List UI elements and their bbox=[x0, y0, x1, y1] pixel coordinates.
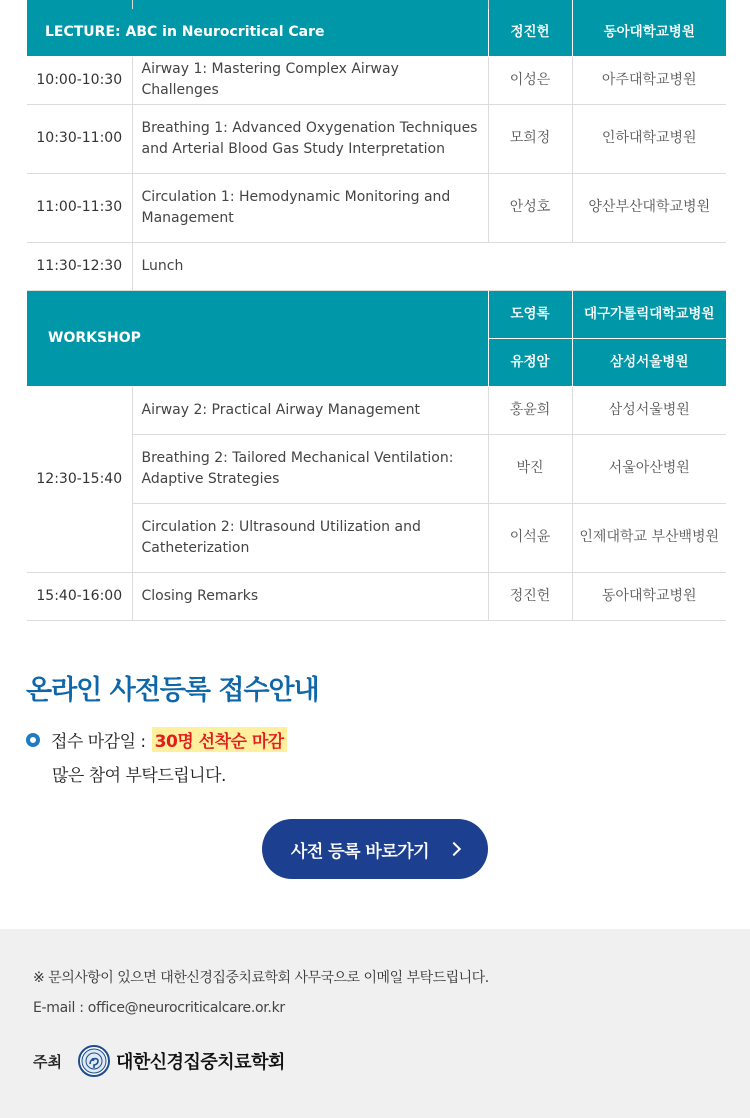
table-top-strip bbox=[27, 0, 726, 9]
table-row bbox=[27, 173, 726, 242]
session-title: Circulation 1: Hemodynamic Monitoring and Management bbox=[132, 173, 488, 242]
session-institution: 인제대학교 부산백병원 bbox=[572, 503, 726, 572]
session-title: Airway 2: Practical Airway Management bbox=[132, 386, 488, 434]
session-title: Closing Remarks bbox=[132, 572, 488, 620]
session-institution: 서울아산병원 bbox=[572, 434, 726, 503]
table-row bbox=[27, 104, 726, 173]
lecture-section-title: LECTURE: ABC in Neurocritical Care bbox=[27, 9, 488, 56]
program-schedule-table bbox=[27, 0, 726, 621]
session-time: 15:40-16:00 bbox=[27, 572, 132, 620]
session-time: 11:00-11:30 bbox=[27, 173, 132, 242]
workshop-chair-name: 도영록 bbox=[488, 290, 572, 338]
table-row bbox=[27, 56, 726, 104]
session-speaker: 이석윤 bbox=[488, 503, 572, 572]
session-institution: 동아대학교병원 bbox=[572, 572, 726, 620]
session-title: Breathing 1: Advanced Oxygenation Techniques and Arterial Blood Gas Study Interpretation bbox=[132, 104, 488, 173]
lunch-time: 11:30-12:30 bbox=[27, 242, 132, 290]
chevron-right-icon bbox=[447, 842, 461, 856]
footer-notice: ※ 문의사항이 있으면 대한신경집중치료학회 사무국으로 이메일 부탁드립니다. bbox=[33, 970, 489, 986]
pre-registration-button[interactable] bbox=[262, 819, 488, 879]
workshop-header-row bbox=[27, 290, 726, 338]
deadline-value: 30명 선착순 마감 bbox=[152, 727, 287, 752]
lecture-header-row bbox=[27, 9, 726, 56]
session-institution: 인하대학교병원 bbox=[572, 104, 726, 173]
society-logo-icon bbox=[78, 1045, 110, 1077]
session-title: Circulation 2: Ultrasound Utilization and Catheterization bbox=[132, 503, 488, 572]
session-time: 10:30-11:00 bbox=[27, 104, 132, 173]
session-speaker: 모희정 bbox=[488, 104, 572, 173]
host-label: 주최 bbox=[33, 1052, 62, 1071]
session-institution: 삼성서울병원 bbox=[572, 386, 726, 434]
lunch-title: Lunch bbox=[132, 242, 726, 290]
registration-note: 많은 참여 부탁드립니다. bbox=[52, 766, 226, 786]
session-speaker: 홍윤희 bbox=[488, 386, 572, 434]
workshop-chair-institution: 삼성서울병원 bbox=[572, 338, 726, 386]
deadline-label: 접수 마감일 : bbox=[51, 732, 146, 752]
session-time: 10:00-10:30 bbox=[27, 56, 132, 104]
society-name: 대한신경집중치료학회 bbox=[115, 1052, 285, 1073]
session-title: Airway 1: Mastering Complex Airway Challenges bbox=[132, 56, 488, 104]
registration-deadline bbox=[26, 727, 287, 752]
session-speaker: 안성호 bbox=[488, 173, 572, 242]
session-speaker: 이성은 bbox=[488, 56, 572, 104]
lecture-chair-name: 정진헌 bbox=[488, 9, 572, 56]
table-row bbox=[27, 434, 726, 503]
session-institution: 양산부산대학교병원 bbox=[572, 173, 726, 242]
closing-row bbox=[27, 572, 726, 620]
circle-bullet-icon bbox=[26, 733, 40, 747]
workshop-chair-name: 유정암 bbox=[488, 338, 572, 386]
session-institution: 아주대학교병원 bbox=[572, 56, 726, 104]
footer-email[interactable]: E-mail : office@neurocriticalcare.or.kr bbox=[33, 1000, 285, 1016]
table-row bbox=[27, 503, 726, 572]
pre-registration-button-label: 사전 등록 바로가기 bbox=[290, 841, 430, 862]
registration-heading: 온라인 사전등록 접수안내 bbox=[26, 675, 319, 706]
lunch-row bbox=[27, 242, 726, 290]
footer bbox=[0, 929, 750, 1118]
lecture-chair-institution: 동아대학교병원 bbox=[572, 9, 726, 56]
session-speaker: 정진헌 bbox=[488, 572, 572, 620]
session-title: Breathing 2: Tailored Mechanical Ventilation: Adaptive Strategies bbox=[132, 434, 488, 503]
workshop-chair-institution: 대구가톨릭대학교병원 bbox=[572, 290, 726, 338]
table-row bbox=[27, 386, 726, 434]
workshop-section-title: WORKSHOP bbox=[27, 290, 488, 386]
workshop-time: 12:30-15:40 bbox=[27, 386, 132, 572]
host-row bbox=[33, 1045, 285, 1077]
session-speaker: 박진 bbox=[488, 434, 572, 503]
